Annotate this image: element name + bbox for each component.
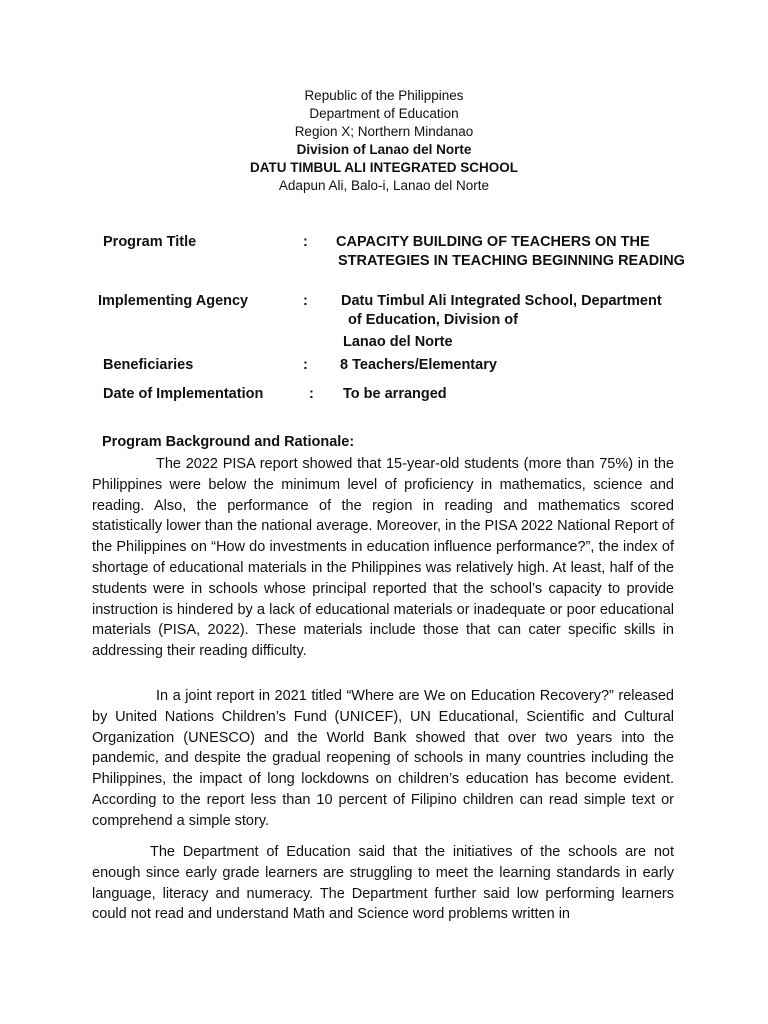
- header-region: Region X; Northern Mindanao: [294, 124, 474, 139]
- header-division: Division of Lanao del Norte: [296, 142, 472, 157]
- field-value: To be arranged: [343, 386, 447, 402]
- field-value-line: STRATEGIES IN TEACHING BEGINNING READING: [338, 253, 685, 269]
- header-school-name: DATU TIMBUL ALI INTEGRATED SCHOOL: [250, 160, 518, 175]
- field-label: Implementing Agency: [98, 293, 249, 309]
- paragraph-joint-report: In a joint report in 2021 titled “Where are We on Education Recovery?” released by United Nations Children’s Fund (UNICEF), UN Educational, Scientific and Cultural Organization (UNESCO) and the World Bank showed that over two years into the pandemic, and despite the gradual reopening of schools in many countries including the Philippines, the impact of long lockdowns on children’s education has become evident. According to the report less than 10 percent of Filipino children can read simple text or comprehend a simple story.: [92, 688, 674, 829]
- field-label: Program Title: [103, 234, 197, 250]
- field-label: Date of Implementation: [103, 386, 264, 402]
- field-program-title: [103, 232, 683, 276]
- letterhead: [0, 87, 768, 195]
- field-value-line: Lanao del Norte: [343, 334, 453, 350]
- field-value-line: Datu Timbul Ali Integrated School, Department: [341, 293, 662, 309]
- section-title: Program Background and Rationale:: [102, 434, 355, 450]
- field-colon: :: [309, 386, 314, 402]
- field-label: Beneficiaries: [103, 357, 194, 373]
- field-implementing-agency: [98, 291, 688, 355]
- header-address: Adapun Ali, Balo-i, Lanao del Norte: [278, 178, 490, 193]
- header-republic: Republic of the Philippines: [304, 88, 464, 103]
- field-colon: :: [303, 357, 308, 373]
- field-colon: :: [303, 293, 308, 309]
- field-beneficiaries: [103, 355, 683, 375]
- header-department: Department of Education: [309, 106, 459, 121]
- field-value-line: of Education, Division of: [348, 312, 518, 328]
- paragraph-deped: The Department of Education said that the initiatives of the schools are not enough since early grade learners are struggling to meet the learning standards in early language, literacy and numeracy. The Department further said low performing learners could not read and understand Math and Science word problems written in: [92, 844, 674, 923]
- field-value-line: CAPACITY BUILDING OF TEACHERS ON THE: [336, 234, 650, 250]
- field-value: 8 Teachers/Elementary: [340, 357, 497, 373]
- field-colon: :: [303, 234, 308, 250]
- field-date-of-implementation: [103, 384, 683, 404]
- paragraph-pisa: The 2022 PISA report showed that 15-year-old students (more than 75%) in the Philippines were below the minimum level of proficiency in mathematics, science and reading. Also, the performance of the region in reading and mathematics scored statistically lower than the national average. Moreover, in the PISA 2022 National Report of the Philippines on “How do investments in education influence performance?”, the index of shortage of educational materials in the Philippines was relatively high. At least, half of the students were in schools whose principal reported that the school’s capacity to provide instruction is hindered by a lack of educational materials or inadequate or poor educational materials (PISA, 2022). These materials include those that can cater specific skills in addressing their reading difficulty.: [92, 456, 674, 660]
